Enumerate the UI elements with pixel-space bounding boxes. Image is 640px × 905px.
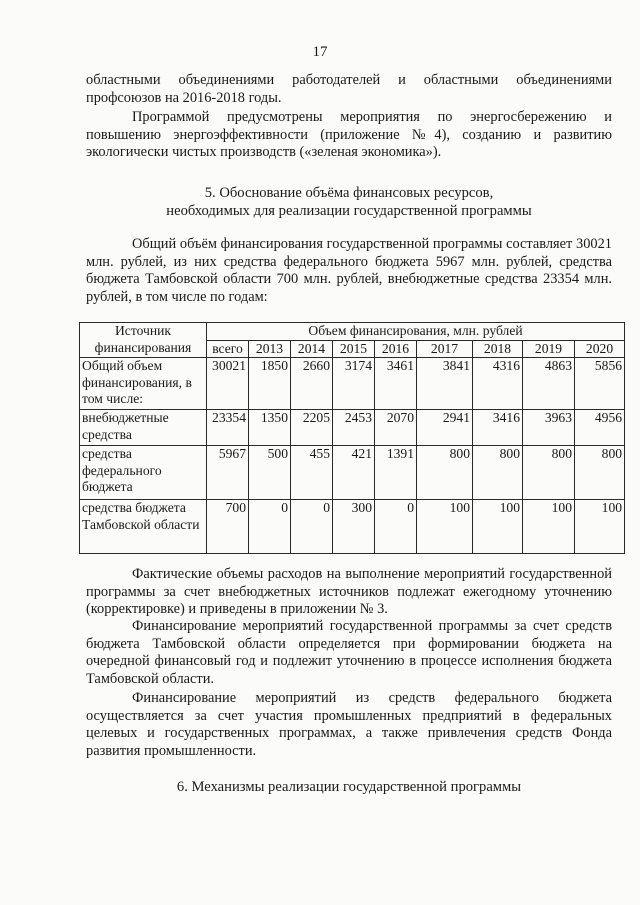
row-source: средства федерального бюджета	[80, 446, 207, 500]
table-cell: 800	[575, 446, 625, 500]
column-header: 2013	[249, 340, 291, 358]
column-header: 2019	[523, 340, 575, 358]
section-5-line-2: необходимых для реализации государственной программы	[166, 203, 532, 219]
row-source: внебюджетные средства	[80, 410, 207, 446]
table-cell: 100	[575, 500, 625, 554]
energy-paragraph	[86, 109, 612, 162]
table-cell: 300	[333, 500, 375, 554]
table-cell: 0	[375, 500, 417, 554]
table-row	[80, 500, 625, 554]
table-cell: 500	[249, 446, 291, 500]
table-cell: 30021	[207, 358, 249, 410]
table-cell: 800	[523, 446, 575, 500]
column-header: 2018	[473, 340, 523, 358]
column-header: 2016	[375, 340, 417, 358]
table-header-row-1	[80, 323, 625, 341]
table-cell: 1350	[249, 410, 291, 446]
section-5-heading	[86, 184, 612, 220]
total-paragraph	[86, 236, 612, 306]
table-cell: 4316	[473, 358, 523, 410]
regional-budget-text: Финансирование мероприятий государственной программы за счет средств бюджета Тамбовской области определяется при формировании бюджета на очередной финансовый год и подлежит уточнению в процессе исполнения бюджета Тамбовской области.	[86, 618, 612, 687]
table-cell: 4863	[523, 358, 575, 410]
table-cell: 421	[333, 446, 375, 500]
table-cell: 1850	[249, 358, 291, 410]
row-source: средства бюджета Тамбовской области	[80, 500, 207, 554]
volume-header: Объем финансирования, млн. рублей	[207, 323, 625, 341]
table-cell: 0	[291, 500, 333, 554]
section-5-line-1: 5. Обоснование объёма финансовых ресурсов,	[204, 185, 494, 201]
federal-budget-text: Финансирование мероприятий из средств федерального бюджета осуществляется за счет участия промышленных предприятий в федеральных целевых и государственных программах, а также привлечения средств Фонда развития промышленности.	[86, 690, 612, 759]
table-cell: 700	[207, 500, 249, 554]
table-cell: 3963	[523, 410, 575, 446]
table-cell: 5967	[207, 446, 249, 500]
federal-budget-paragraph	[86, 690, 612, 760]
table-cell: 100	[417, 500, 473, 554]
table-cell: 3461	[375, 358, 417, 410]
intro-line-2: профсоюзов на 2016-2018 годы.	[86, 89, 282, 106]
table-cell: 0	[249, 500, 291, 554]
table-row	[80, 358, 625, 410]
table-cell: 2070	[375, 410, 417, 446]
column-header: 2017	[417, 340, 473, 358]
table-cell: 23354	[207, 410, 249, 446]
section-6-title: 6. Механизмы реализации государственной программы	[176, 779, 522, 795]
page-number: 17	[312, 44, 328, 60]
section-6-heading	[86, 778, 612, 796]
column-header: 2015	[333, 340, 375, 358]
total-paragraph-text: Общий объём финансирования государственной программы составляет 30021 млн. рублей, из них средства федерального бюджета 5967 млн. рублей, средства бюджета Тамбовской области 700 млн. рублей, внебюджетные средства 23354 млн. рублей, в том числе по годам:	[86, 236, 612, 305]
row-source: Общий объем финансирования, в том числе:	[80, 358, 207, 410]
table-cell: 2941	[417, 410, 473, 446]
table-cell: 455	[291, 446, 333, 500]
column-header: 2014	[291, 340, 333, 358]
regional-budget-paragraph	[86, 618, 612, 688]
financing-table	[79, 322, 625, 554]
source-header: Источник финансирования	[80, 323, 207, 358]
actual-expenses-text: Фактические объемы расходов на выполнение мероприятий государственной программы за счет внебюджетных источников подлежат ежегодному уточнению (корректировке) и приведены в приложении № 3.	[86, 566, 612, 618]
intro-line-1: областными объединениями работодателей и областными объединениями	[86, 72, 612, 88]
table-cell: 4956	[575, 410, 625, 446]
energy-paragraph-text: Программой предусмотрены мероприятия по энергосбережению и повышению энергоэффективности (приложение №4), созданию и развитию экологически чистых производств («зеленая экономика»).	[86, 109, 612, 161]
actual-expenses-paragraph	[86, 566, 612, 619]
table-cell: 100	[523, 500, 575, 554]
table-cell: 3841	[417, 358, 473, 410]
intro-paragraph	[86, 72, 612, 107]
table-cell: 2660	[291, 358, 333, 410]
table-cell: 3174	[333, 358, 375, 410]
table-cell: 1391	[375, 446, 417, 500]
table-row	[80, 446, 625, 500]
table-cell: 3416	[473, 410, 523, 446]
table-cell: 800	[417, 446, 473, 500]
table-cell: 100	[473, 500, 523, 554]
column-header: всего	[207, 340, 249, 358]
column-header: 2020	[575, 340, 625, 358]
table-cell: 5856	[575, 358, 625, 410]
table-cell: 2205	[291, 410, 333, 446]
table-row	[80, 410, 625, 446]
table-cell: 2453	[333, 410, 375, 446]
table-cell: 800	[473, 446, 523, 500]
